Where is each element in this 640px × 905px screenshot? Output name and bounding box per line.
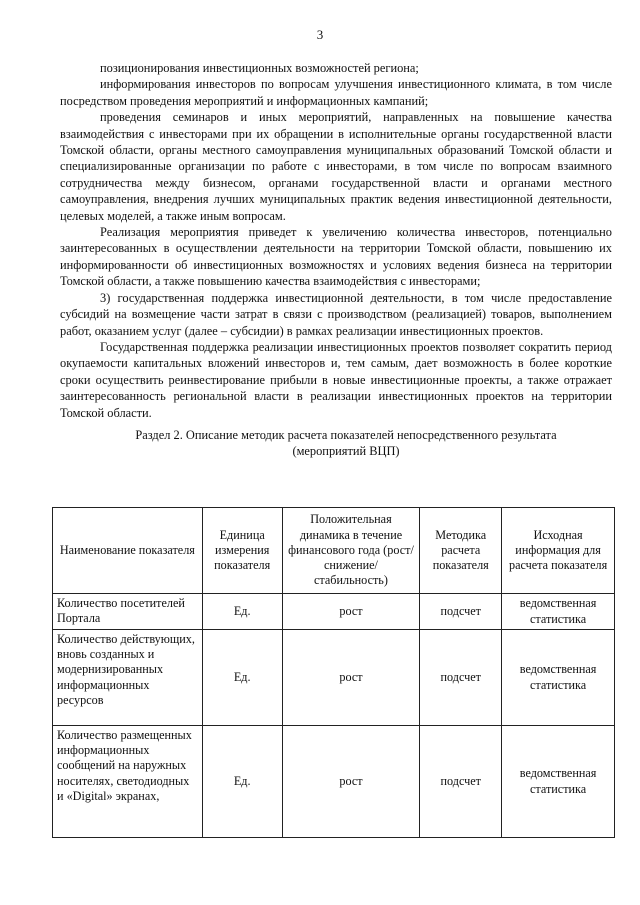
- paragraph: Государственная поддержка реализации инвестиционных проектов позволяет сократить период окупаемости капитальных вложений инвесторов и, тем самым, дает возможность в более короткие сроки осуществить реинвестирование прибыли в новые инвестиционные проекты, а также отражает заинтересованность региональной власти в реализации инвестиционных проектов на территории Томской области.: [60, 339, 612, 420]
- table-cell: рост: [282, 726, 420, 838]
- table-cell: Количество размещенных информационных сообщений на наружных носителях, светодиодных и «Digital» экранах,: [53, 726, 203, 838]
- paragraph: 3) государственная поддержка инвестиционной деятельности, в том числе предоставление субсидий на возмещение части затрат в связи с производством (реализацией) товаров, выполнением работ, оказанием услуг (далее – субсидии) в рамках реализации инвестиционных проектов.: [60, 290, 612, 338]
- table-row: [53, 726, 615, 838]
- document-body: [60, 60, 612, 460]
- table-cell: ведомственная статистика: [502, 630, 615, 726]
- indicators-table: [52, 507, 615, 838]
- page-number: 3: [316, 27, 324, 42]
- table-cell: Количество посетителей Портала: [53, 594, 203, 630]
- table-header-cell: Исходная информация для расчета показателя: [502, 508, 615, 594]
- table-row: [53, 630, 615, 726]
- table-row: [53, 594, 615, 630]
- table-cell: Ед.: [202, 630, 282, 726]
- table-cell: ведомственная статистика: [502, 594, 615, 630]
- table-header-cell: Единица измерения показателя: [202, 508, 282, 594]
- table-header-row: [53, 508, 615, 594]
- table-header-cell: Методика расчета показателя: [420, 508, 502, 594]
- table-header-cell: Наименование показателя: [53, 508, 203, 594]
- section-caption-line2: (мероприятий ВЦП): [292, 444, 400, 459]
- table-cell: подсчет: [420, 726, 502, 838]
- table-header-cell: Положительная динамика в течение финансового года (рост/ снижение/ стабильность): [282, 508, 420, 594]
- table-cell: Ед.: [202, 594, 282, 630]
- table-cell: Количество действующих, вновь созданных и модернизированных информационных ресурсов: [53, 630, 203, 726]
- section-caption-line1: Раздел 2. Описание методик расчета показателей непосредственного результата: [135, 427, 557, 442]
- table-cell: Ед.: [202, 726, 282, 838]
- table-cell: рост: [282, 630, 420, 726]
- paragraph: проведения семинаров и иных мероприятий, направленных на повышение качества взаимодействия с инвесторами при их обращении в исполнительные органы государственной власти Томской области, органы местного самоуправления муниципальных образований Томской области и специализированные организации по работе с инвесторами, в том числе по вопросам взаимного сотрудничества между бизнесом, органами государственной власти и органами местного самоуправления, внедрения лучших муниципальных практик ведения инвестиционной деятельности, целевых моделей, а также иным вопросам.: [60, 110, 612, 223]
- section-caption: [60, 427, 612, 460]
- paragraph: позиционирования инвестиционных возможностей региона;: [100, 61, 419, 75]
- paragraph: информирования инвесторов по вопросам улучшения инвестиционного климата, в том числе посредством проведения мероприятий и информационных кампаний;: [60, 77, 612, 108]
- table-cell: подсчет: [420, 594, 502, 630]
- table-cell: ведомственная статистика: [502, 726, 615, 838]
- paragraph: Реализация мероприятия приведет к увеличению количества инвесторов, потенциально заинтересованных в осуществлении деятельности на территории Томской области, повышению их информированности об инвестиционных возможностях и условиях ведения бизнеса на территории Томской области, а также повышению качества взаимодействия с инвесторами;: [60, 225, 612, 289]
- table-cell: подсчет: [420, 630, 502, 726]
- table-cell: рост: [282, 594, 420, 630]
